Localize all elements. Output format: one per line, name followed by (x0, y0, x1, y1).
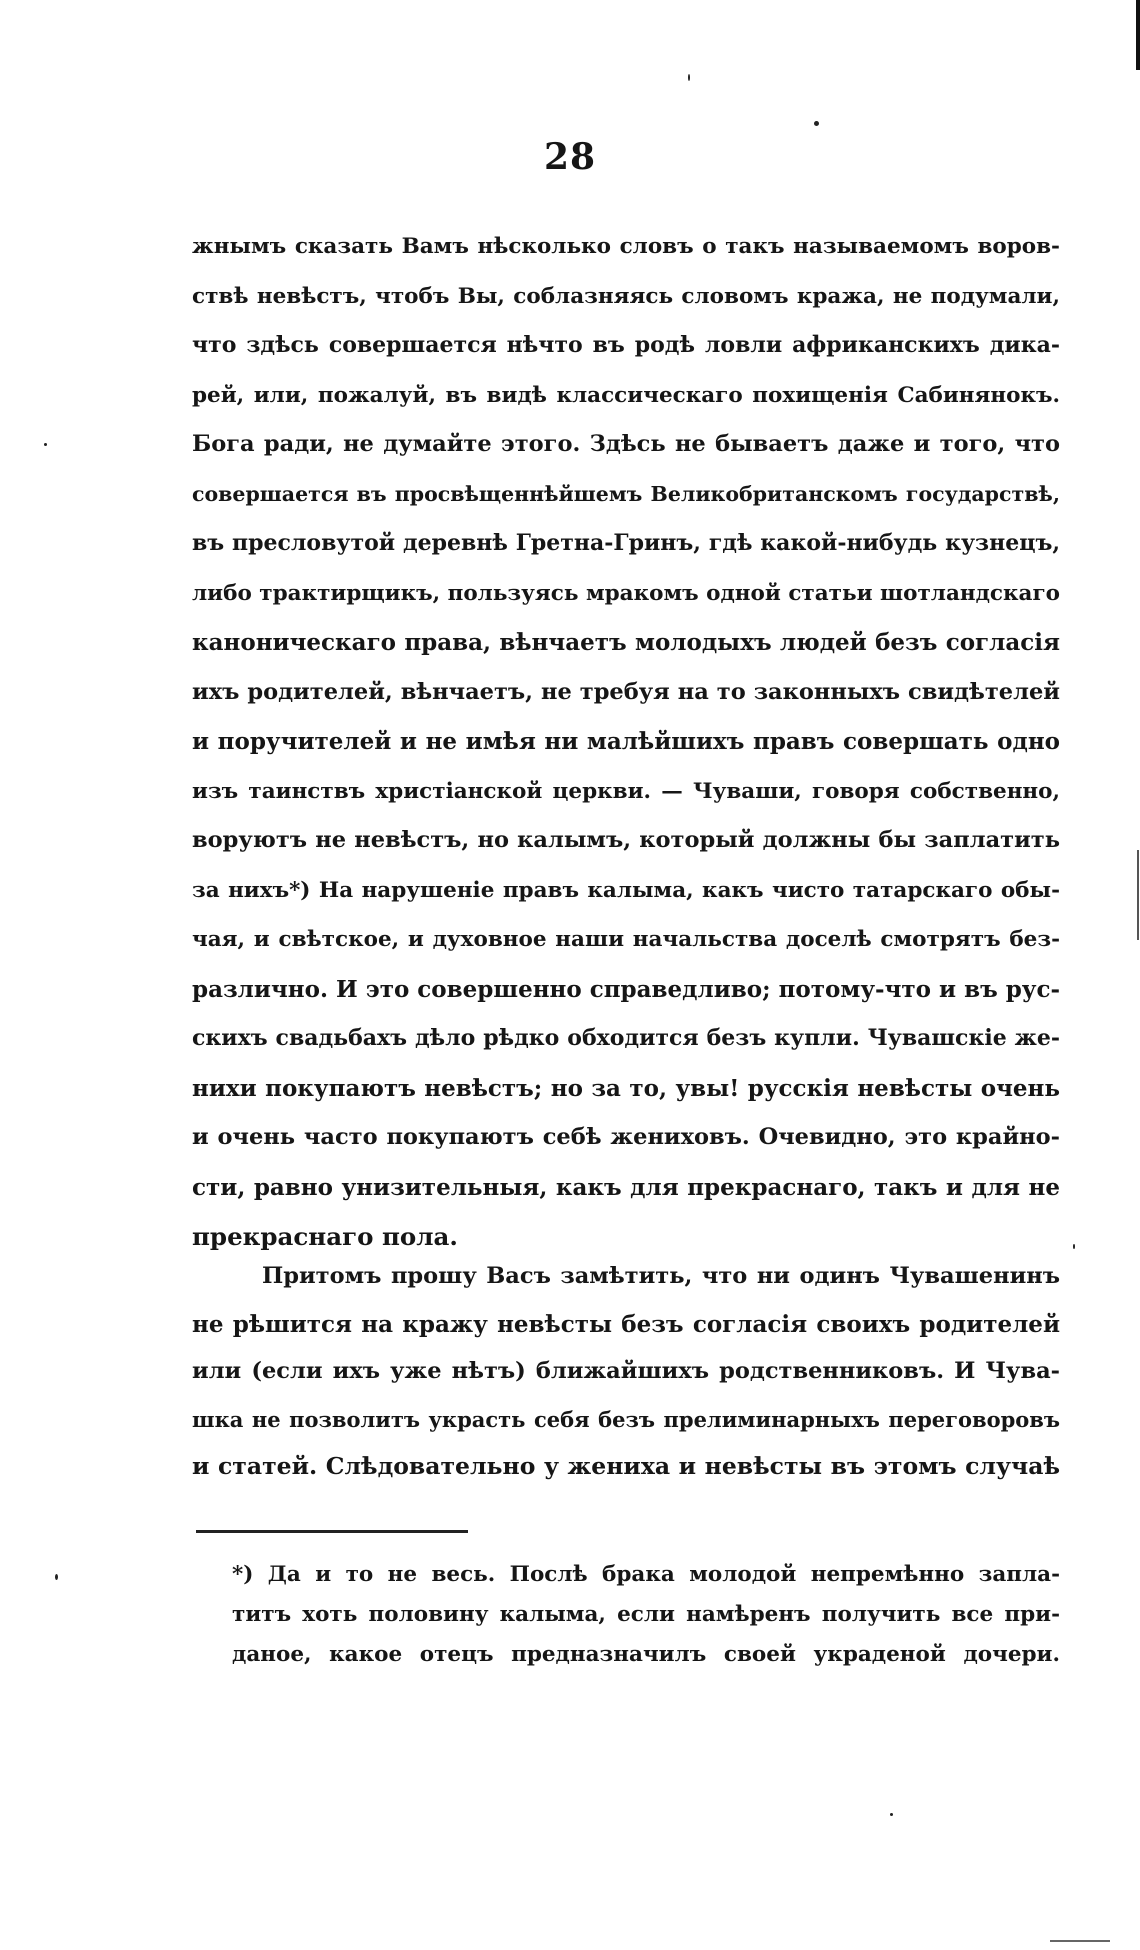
scan-speck (890, 1813, 893, 1816)
scan-speck (688, 74, 690, 81)
scan-speck (55, 1574, 58, 1580)
footnote-line: даное, какое отецъ предназначилъ своей украденой дочери. (232, 1642, 1060, 1667)
footnote-line: *) Да и то не весь. Послѣ брака молодой непремѣнно запла- (232, 1562, 1060, 1587)
text-line: Притомъ прошу Васъ замѣтить, что ни одинъ Чувашенинъ (262, 1263, 1060, 1289)
text-line: различно. И это совершенно справедливо; потому-что и въ рус- (192, 975, 1061, 1003)
text-line: ствѣ невѣстъ, чтобъ Вы, соблазняясь словомъ кража, не подумали, (192, 283, 1060, 309)
scan-edge-mark (1050, 1940, 1110, 1942)
text-line: и статей. Слѣдовательно у жениха и невѣсты въ этомъ случаѣ (192, 1452, 1060, 1480)
text-line: жнымъ сказать Вамъ нѣсколько словъ о такъ называемомъ воров- (192, 234, 1060, 259)
footnote (232, 1555, 1060, 1675)
scan-speck (814, 121, 819, 126)
text-line: нихи покупаютъ невѣстъ; но за то, увы! русскія невѣсты очень (192, 1074, 1060, 1102)
text-line: Бога ради, не думайте этого. Здѣсь не бываетъ даже и того, что (192, 431, 1060, 457)
text-line: каноническаго права, вѣнчаетъ молодыхъ людей безъ согласія (192, 629, 1060, 656)
text-line: рей, или, пожалуй, въ видѣ классическаго похищенія Сабинянокъ. (192, 382, 1060, 408)
text-line: ихъ родителей, вѣнчаетъ, не требуя на то законныхъ свидѣтелей (192, 678, 1060, 705)
scan-edge-shadow-top (1136, 0, 1140, 70)
text-line: не рѣшится на кражу невѣсты безъ согласія своихъ родителей (192, 1310, 1060, 1338)
text-line: или (если ихъ уже нѣтъ) ближайшихъ родственниковъ. И Чува- (192, 1358, 1060, 1384)
text-line: въ пресловутой деревнѣ Гретна-Гринъ, гдѣ какой-нибудь кузнецъ, (192, 530, 1060, 556)
text-line: и поручителей и не имѣя ни малѣйшихъ правъ совершать одно (192, 728, 1060, 755)
paragraph-2 (192, 1253, 1060, 1491)
text-line: изъ таинствъ христіанской церкви. — Чуваши, говоря собственно, (192, 778, 1060, 804)
text-line: совершается въ просвѣщеннѣйшемъ Великобританскомъ государствѣ, (192, 481, 1060, 506)
paragraph-1 (192, 222, 1060, 1262)
text-line: шка не позволитъ украсть себя безъ прелиминарныхъ переговоровъ (192, 1406, 1060, 1432)
footnote-separator (196, 1530, 468, 1533)
text-line: за нихъ*) На нарушеніе правъ калыма, какъ чисто татарскаго обы- (192, 877, 1060, 903)
scan-edge-shadow-middle (1137, 850, 1139, 940)
text-line: воруютъ не невѣстъ, но калымъ, который должны бы заплатить (192, 827, 1060, 853)
text-line: скихъ свадьбахъ дѣло рѣдко обходится безъ купли. Чувашскіе же- (192, 1025, 1060, 1051)
text-line: и очень часто покупаютъ себѣ жениховъ. Очевидно, это крайно- (192, 1124, 1060, 1150)
scan-speck (1073, 1244, 1075, 1249)
text-line: чая, и свѣтское, и духовное наши начальства доселѣ смотрятъ без- (192, 927, 1060, 952)
text-line: сти, равно унизительныя, какъ для прекраснаго, такъ и для не (192, 1173, 1060, 1201)
text-line: что здѣсь совершается нѣчто въ родѣ ловли африканскихъ дика- (192, 332, 1060, 358)
text-line: прекраснаго пола. (192, 1222, 458, 1251)
page-number: 28 (543, 136, 597, 178)
footnote-line: титъ хоть половину калыма, если намѣренъ получить все при- (232, 1602, 1060, 1627)
text-line: либо трактирщикъ, пользуясь мракомъ одной статьи шотландскаго (192, 580, 1060, 606)
scan-speck (44, 443, 47, 446)
